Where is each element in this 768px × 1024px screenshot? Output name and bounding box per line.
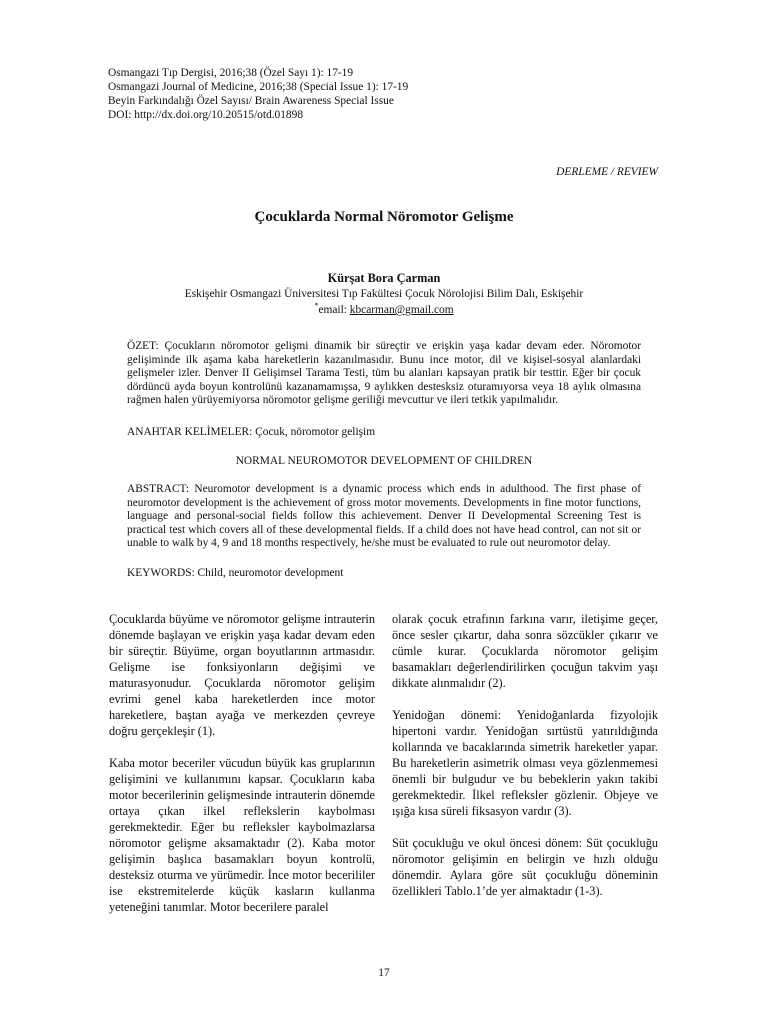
journal-citation-en: Osmangazi Journal of Medicine, 2016;38 (Special Issue 1): 17-19 (108, 81, 409, 93)
body-paragraph: Süt çocukluğu ve okul öncesi dönem: Süt çocukluğu nöromotor gelişimin en belirgin ve hızlı olduğu dönemdir. Aylara göre süt çocukluğu döneminin özellikleri Tablo.1’de yer almaktadır (1-3). (392, 836, 658, 898)
email-asterisk: * (314, 301, 319, 310)
keywords-line: KEYWORDS: Child, neuromotor development (127, 567, 344, 579)
body-column-left (109, 611, 375, 931)
anahtar-kelimeler: ANAHTAR KELİMELER: Çocuk, nöromotor gelişim (127, 426, 376, 438)
body-paragraph: Kaba motor beceriler vücudun büyük kas gruplarının gelişimini ve kullanımını kapsar. Çocukların kaba motor becerilerinin gelişmesinde intrauterin dönemde ortaya çıkan ilkel reflekslerin kaybolması gerekmektedir. Eğer bu refleksler kaybolmazlarsa nöromotor gelişme aksamaktadır (2). Kaba motor gelişimin başlıca basamakları boyun kontrolü, desteksiz oturma ve yürümedir. İnce motor becerililer ise ekstremitelerde küçük kasların kullanma yeteneğini tanımlar. Motor becerilere paralel (109, 756, 375, 914)
journal-header (108, 66, 408, 122)
body-paragraph: Çocuklarda büyüme ve nöromotor gelişme intrauterin dönemde başlayan ve erişkin yaşa kadar devam eden bir süreçtir. Büyüme, organ boyutlarının artmasıdır. Gelişme ise fonksiyonların değişimi ve maturasyonudur. Çocuklarda nöromotor gelişim evrimi genel kaba hareketlerden ince motor hareketlere, baştan ayağa ve merkezden çevreye doğru gerçekleşir (1). (109, 612, 375, 738)
ozet-paragraph: ÖZET: Çocukların nöromotor gelişmi dinamik bir süreçtir ve erişkin yaşa kadar devam eder. Nöromotor gelişiminde ilk aşama kaba hareketlerin kazanılmasıdır. Bunu ince motor, dil ve kişisel-sosyal alanlardaki gelişmeler izler. Denver II Gelişimsel Tarama Testi, tüm bu alanları kapsayan pratik bir testtir. Eğer bir çocuk dördüncü ayda boyun kontrolünü kazanamamışsa, 9 aylıkken destesksiz oturamıyorsa veya 18 aylık olmasına rağmen halen yürüyemiyorsa nöromotor gelişme geriliği mevcuttur ve ileri tetkik yapılmalıdır. (127, 340, 641, 406)
email-link[interactable]: kbcarman@gmail.com (349, 303, 454, 316)
author-name: Kürşat Bora Çarman (327, 271, 441, 285)
article-title: Çocuklarda Normal Nöromotor Gelişme (254, 209, 514, 225)
author-email (0, 301, 768, 316)
author-affiliation: Eskişehir Osmangazi Üniversitesi Tıp Fakültesi Çocuk Nörolojisi Bilim Dalı, Eskişehir (184, 288, 584, 300)
body-paragraph: Yenidoğan dönemi: Yenidoğanlarda fizyolojik hipertoni vardır. Yenidoğan sırtüstü yatırıldığında kollarında ve bacaklarında simetrik hareketler yapar. Bu hareketlerin asimetrik olması veya gözlenmemesi önemli bir bulgudur ve bu bebeklerin yakın takibi gerekmektedir. İlkel refleksler gözlenir. Objeye ve ışığa kısa süreli fiksasyon vardır (3). (392, 708, 658, 818)
email-label: email: (318, 303, 350, 316)
abstract-paragraph: ABSTRACT: Neuromotor development is a dynamic process which ends in adulthood. The first phase of neuromotor development is the achievement of gross motor movements. Developments in fine motor functions, language and personal-social fields follow this achievement. Denver II Developmental Screening Test is practical test which covers all of these developmental fields. If a child does not have head control, can not sit or unable to walk by 4, 9 and 18 months respectively, he/she must be evaluated to rule out neuromotor delay. (127, 483, 641, 549)
article-type: DERLEME / REVIEW (556, 166, 658, 178)
english-title: NORMAL NEUROMOTOR DEVELOPMENT OF CHILDREN (235, 455, 533, 467)
page-number: 17 (378, 967, 390, 979)
special-issue-line: Beyin Farkındalığı Özel Sayısı/ Brain Awareness Special Issue (108, 95, 394, 107)
body-column-right (392, 611, 658, 915)
body-paragraph: olarak çocuk etrafının farkına varır, iletişime geçer, önce sesler çıkartır, daha sonra sözcükler çıkarır ve cümle kurar. Çocuklarda nöromotor gelişim basamakları değerlendirilirken çocuğun takvim yaşı dikkate alınmalıdır (2). (392, 612, 658, 690)
doi-line: DOI: http://dx.doi.org/10.20515/otd.01898 (108, 109, 304, 121)
journal-citation-tr: Osmangazi Tıp Dergisi, 2016;38 (Özel Sayı 1): 17-19 (108, 67, 354, 79)
